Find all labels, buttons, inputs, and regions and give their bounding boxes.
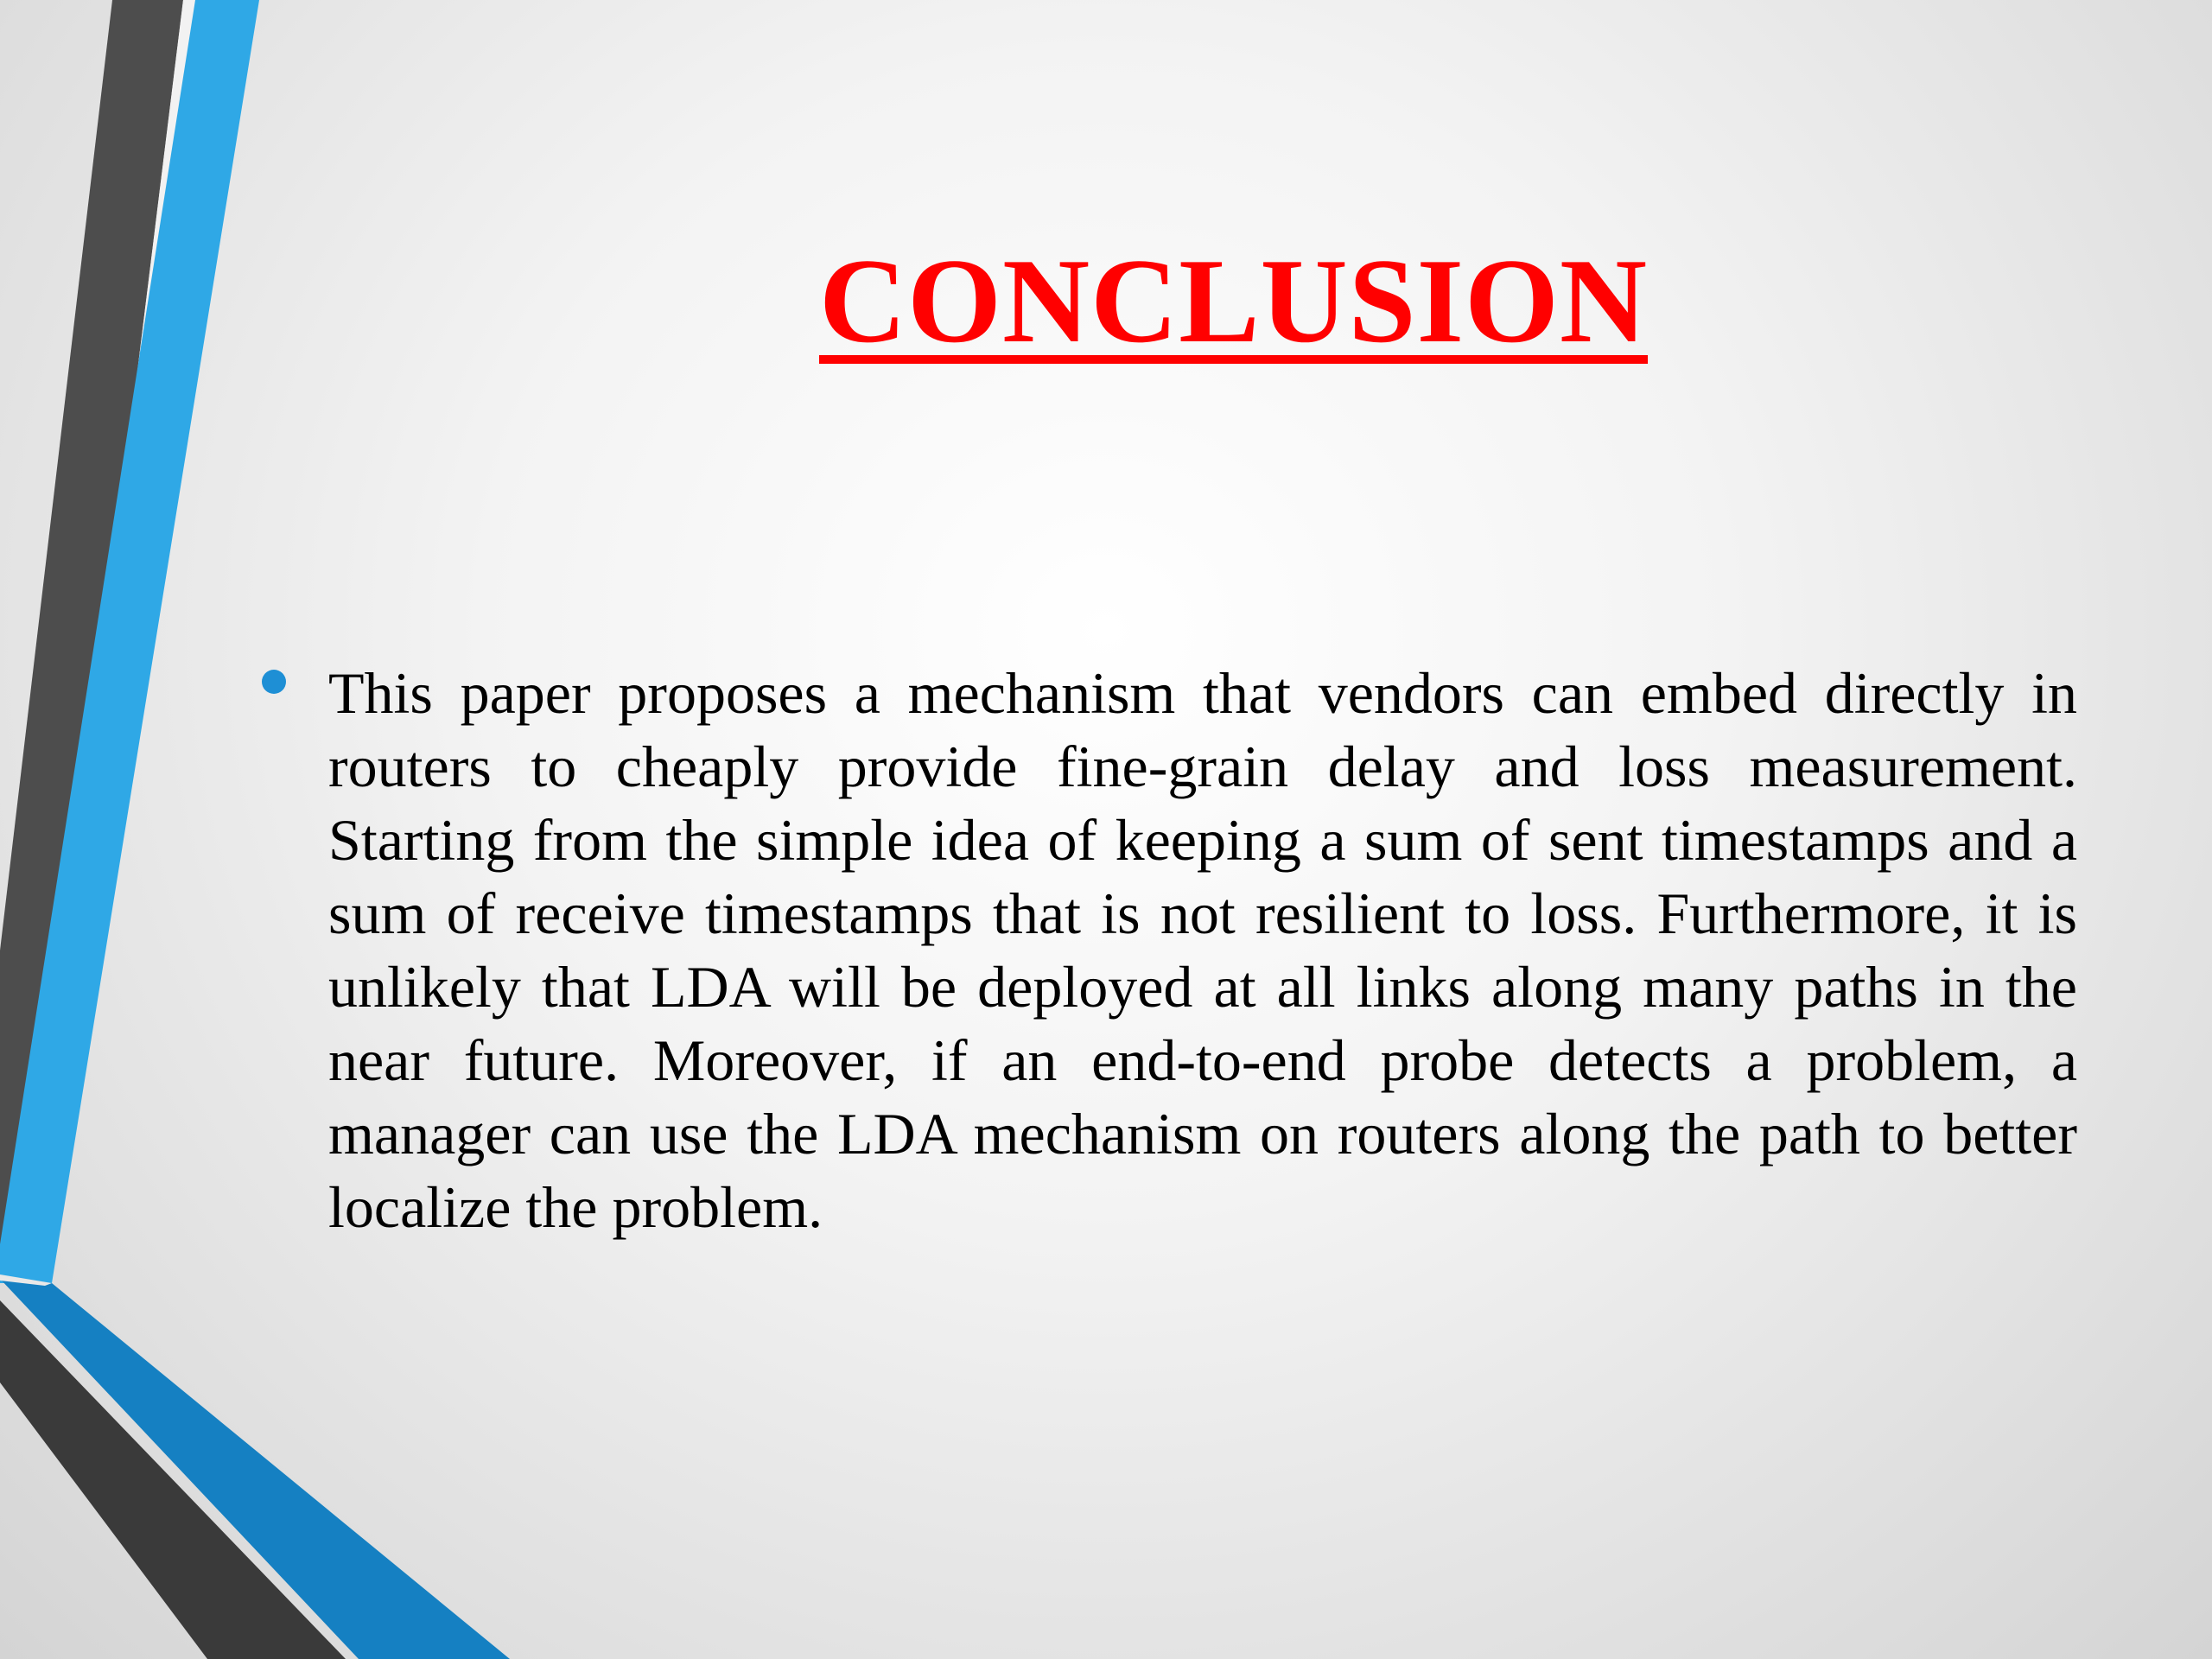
stripe-dark-bottom <box>0 1300 346 1659</box>
slide-title: CONCLUSION <box>819 234 1649 368</box>
bullet-dot-icon <box>262 670 286 694</box>
bullet-text: This paper proposes a mechanism that vendors can embed directly in routers to cheaply provide fine-grain delay and loss measurement. Starting from the simple idea of keeping a sum of sent timestamps and a sum of receive timestamps that is not resilient to loss. Furthermore, it is unlikely that LDA will be deployed at all links along many paths in the near future. Moreover, if an end-to-end probe detects a problem, a manager can use the LDA mechanism on routers along the path to better localize the problem. <box>328 660 2077 1240</box>
